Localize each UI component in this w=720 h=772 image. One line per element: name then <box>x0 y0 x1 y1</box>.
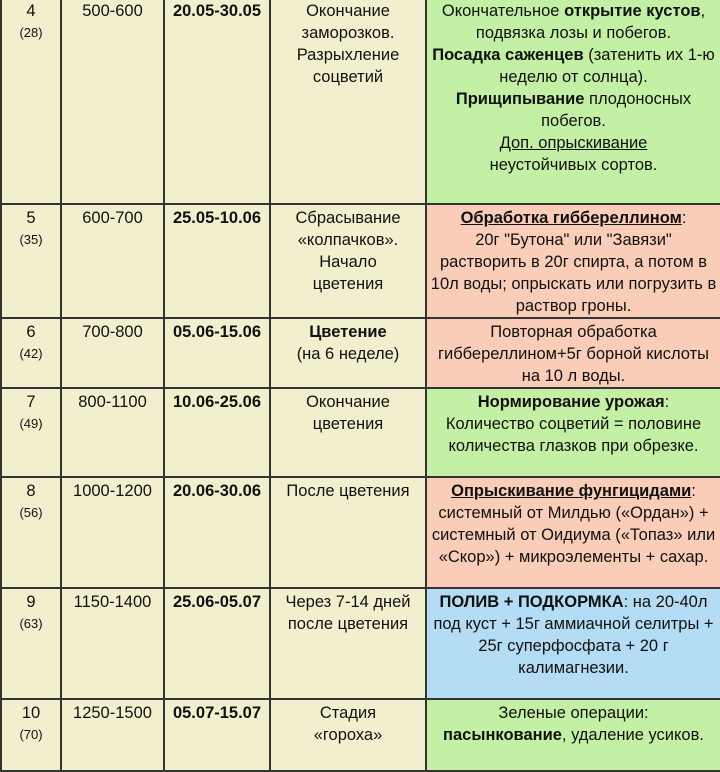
phase-line: «колпачков». <box>297 231 399 249</box>
temperature-sum-cell: 800-1100 <box>61 388 164 477</box>
work-cell <box>426 699 720 771</box>
work-text-bold: пасынкование <box>443 726 562 744</box>
phase-cell <box>270 0 426 204</box>
phase-cell <box>270 388 426 477</box>
phase-line: После цветения <box>286 482 410 500</box>
week-cell <box>1 0 61 204</box>
phase-line: «гороха» <box>313 726 383 744</box>
phase-line: соцветий <box>312 68 384 86</box>
week-cell <box>1 699 61 771</box>
work-cell <box>426 318 720 388</box>
phase-line: (на 6 неделе) <box>296 345 400 363</box>
phase-line: Разрыхление <box>296 46 400 64</box>
week-cell <box>1 318 61 388</box>
day-count: (35) <box>19 232 43 247</box>
day-count: (70) <box>19 727 43 742</box>
work-text-bold-underlined: Опрыскивание фунгицидами <box>451 482 692 500</box>
temperature-sum-cell: 500-600 <box>61 0 164 204</box>
day-count: (49) <box>19 416 43 431</box>
table-row <box>1 388 720 477</box>
table-row <box>1 477 720 588</box>
dates-cell: 20.06-30.06 <box>164 477 270 588</box>
work-text: системный от Милдью («Ордан») + системный от Оидиума («Топаз» или «Скор») + микроэлементы + сахар. <box>431 504 716 566</box>
phase-cell <box>270 204 426 318</box>
phase-line: Начало <box>319 253 377 271</box>
dates-cell: 05.07-15.07 <box>164 699 270 771</box>
week-number: 4 <box>26 2 36 20</box>
dates-cell: 25.05-10.06 <box>164 204 270 318</box>
week-number: 6 <box>26 323 36 341</box>
temperature-sum-cell: 1250-1500 <box>61 699 164 771</box>
table-row <box>1 204 720 318</box>
work-text-bold: Посадка саженцев <box>432 46 584 64</box>
week-number: 9 <box>26 593 36 611</box>
work-text: 20г "Бутона" или "Завязи" растворить в 20г спирта, а потом в 10л воды; опрыскать или погрузить в раствор гроны. <box>430 231 717 315</box>
work-text-bold: кустов <box>646 2 701 20</box>
day-count: (56) <box>19 505 43 520</box>
phase-line: Сбрасывание <box>295 209 401 227</box>
week-cell <box>1 477 61 588</box>
work-cell <box>426 388 720 477</box>
dates-cell: 25.06-05.07 <box>164 588 270 699</box>
work-text: неустойчивых сортов. <box>489 156 658 174</box>
work-text: : <box>681 209 687 227</box>
temperature-sum-cell: 1150-1400 <box>61 588 164 699</box>
work-cell <box>426 0 720 204</box>
week-number: 7 <box>26 393 36 411</box>
week-cell <box>1 588 61 699</box>
work-text: Зеленые операции: <box>498 704 649 722</box>
work-text-bold: открытие <box>564 2 642 20</box>
work-text: : <box>691 482 696 500</box>
week-cell <box>1 204 61 318</box>
dates-cell: 20.05-30.05 <box>164 0 270 204</box>
table-row <box>1 699 720 771</box>
work-text: плодоносных побегов. <box>541 90 692 130</box>
work-cell <box>426 204 720 318</box>
table-row <box>1 0 720 204</box>
work-text: (затенить их 1-ю неделю от солнца). <box>499 46 715 86</box>
temperature-sum-cell: 600-700 <box>61 204 164 318</box>
phase-line: Стадия <box>319 704 377 722</box>
phase-line: цветения <box>312 415 384 433</box>
work-text: : <box>664 393 670 411</box>
phase-cell <box>270 318 426 388</box>
work-text: Окончательное <box>441 2 565 20</box>
work-text: , удаление усиков. <box>561 726 704 744</box>
phase-line: Через 7-14 дней <box>285 593 411 611</box>
work-text-underlined: Доп. опрыскивание <box>499 134 648 152</box>
phase-line: цветения <box>312 275 384 293</box>
phase-line: после цветения <box>287 615 409 633</box>
dates-cell: 10.06-25.06 <box>164 388 270 477</box>
work-text-bold: Нормирование урожая <box>477 393 665 411</box>
phase-line: Окончание <box>306 2 390 20</box>
table-row <box>1 588 720 699</box>
phase-line-bold: Цветение <box>309 323 387 341</box>
phase-cell <box>270 588 426 699</box>
phase-cell <box>270 699 426 771</box>
work-text-bold: ПОЛИВ + ПОДКОРМКА <box>439 593 624 611</box>
work-text-bold: Прищипывание <box>455 90 585 108</box>
day-count: (63) <box>19 616 43 631</box>
work-cell <box>426 588 720 699</box>
week-number: 8 <box>26 482 36 500</box>
work-cell <box>426 477 720 588</box>
table-row <box>1 318 720 388</box>
phase-line: заморозков. <box>301 24 395 42</box>
work-text: Повторная обработка гиббереллином+5г борной кислоты на 10 л воды. <box>437 323 710 385</box>
day-count: (28) <box>19 25 43 40</box>
week-number: 10 <box>21 704 41 722</box>
phase-line: Окончание <box>306 393 390 411</box>
temperature-sum-cell: 700-800 <box>61 318 164 388</box>
work-text: : на 20-40л под куст + 15г аммиачной селитры + 25г суперфосфата + 20 г калимагнезии. <box>433 593 714 677</box>
week-number: 5 <box>26 209 36 227</box>
dates-cell: 05.06-15.06 <box>164 318 270 388</box>
work-text: Количество соцветий = половине количества глазков при обрезке. <box>445 415 702 455</box>
phase-cell <box>270 477 426 588</box>
work-text: , подвязка лозы и побегов. <box>475 2 706 42</box>
work-text-bold-underlined: Обработка гиббереллином <box>460 209 682 227</box>
temperature-sum-cell: 1000-1200 <box>61 477 164 588</box>
day-count: (42) <box>19 346 43 361</box>
week-cell <box>1 388 61 477</box>
